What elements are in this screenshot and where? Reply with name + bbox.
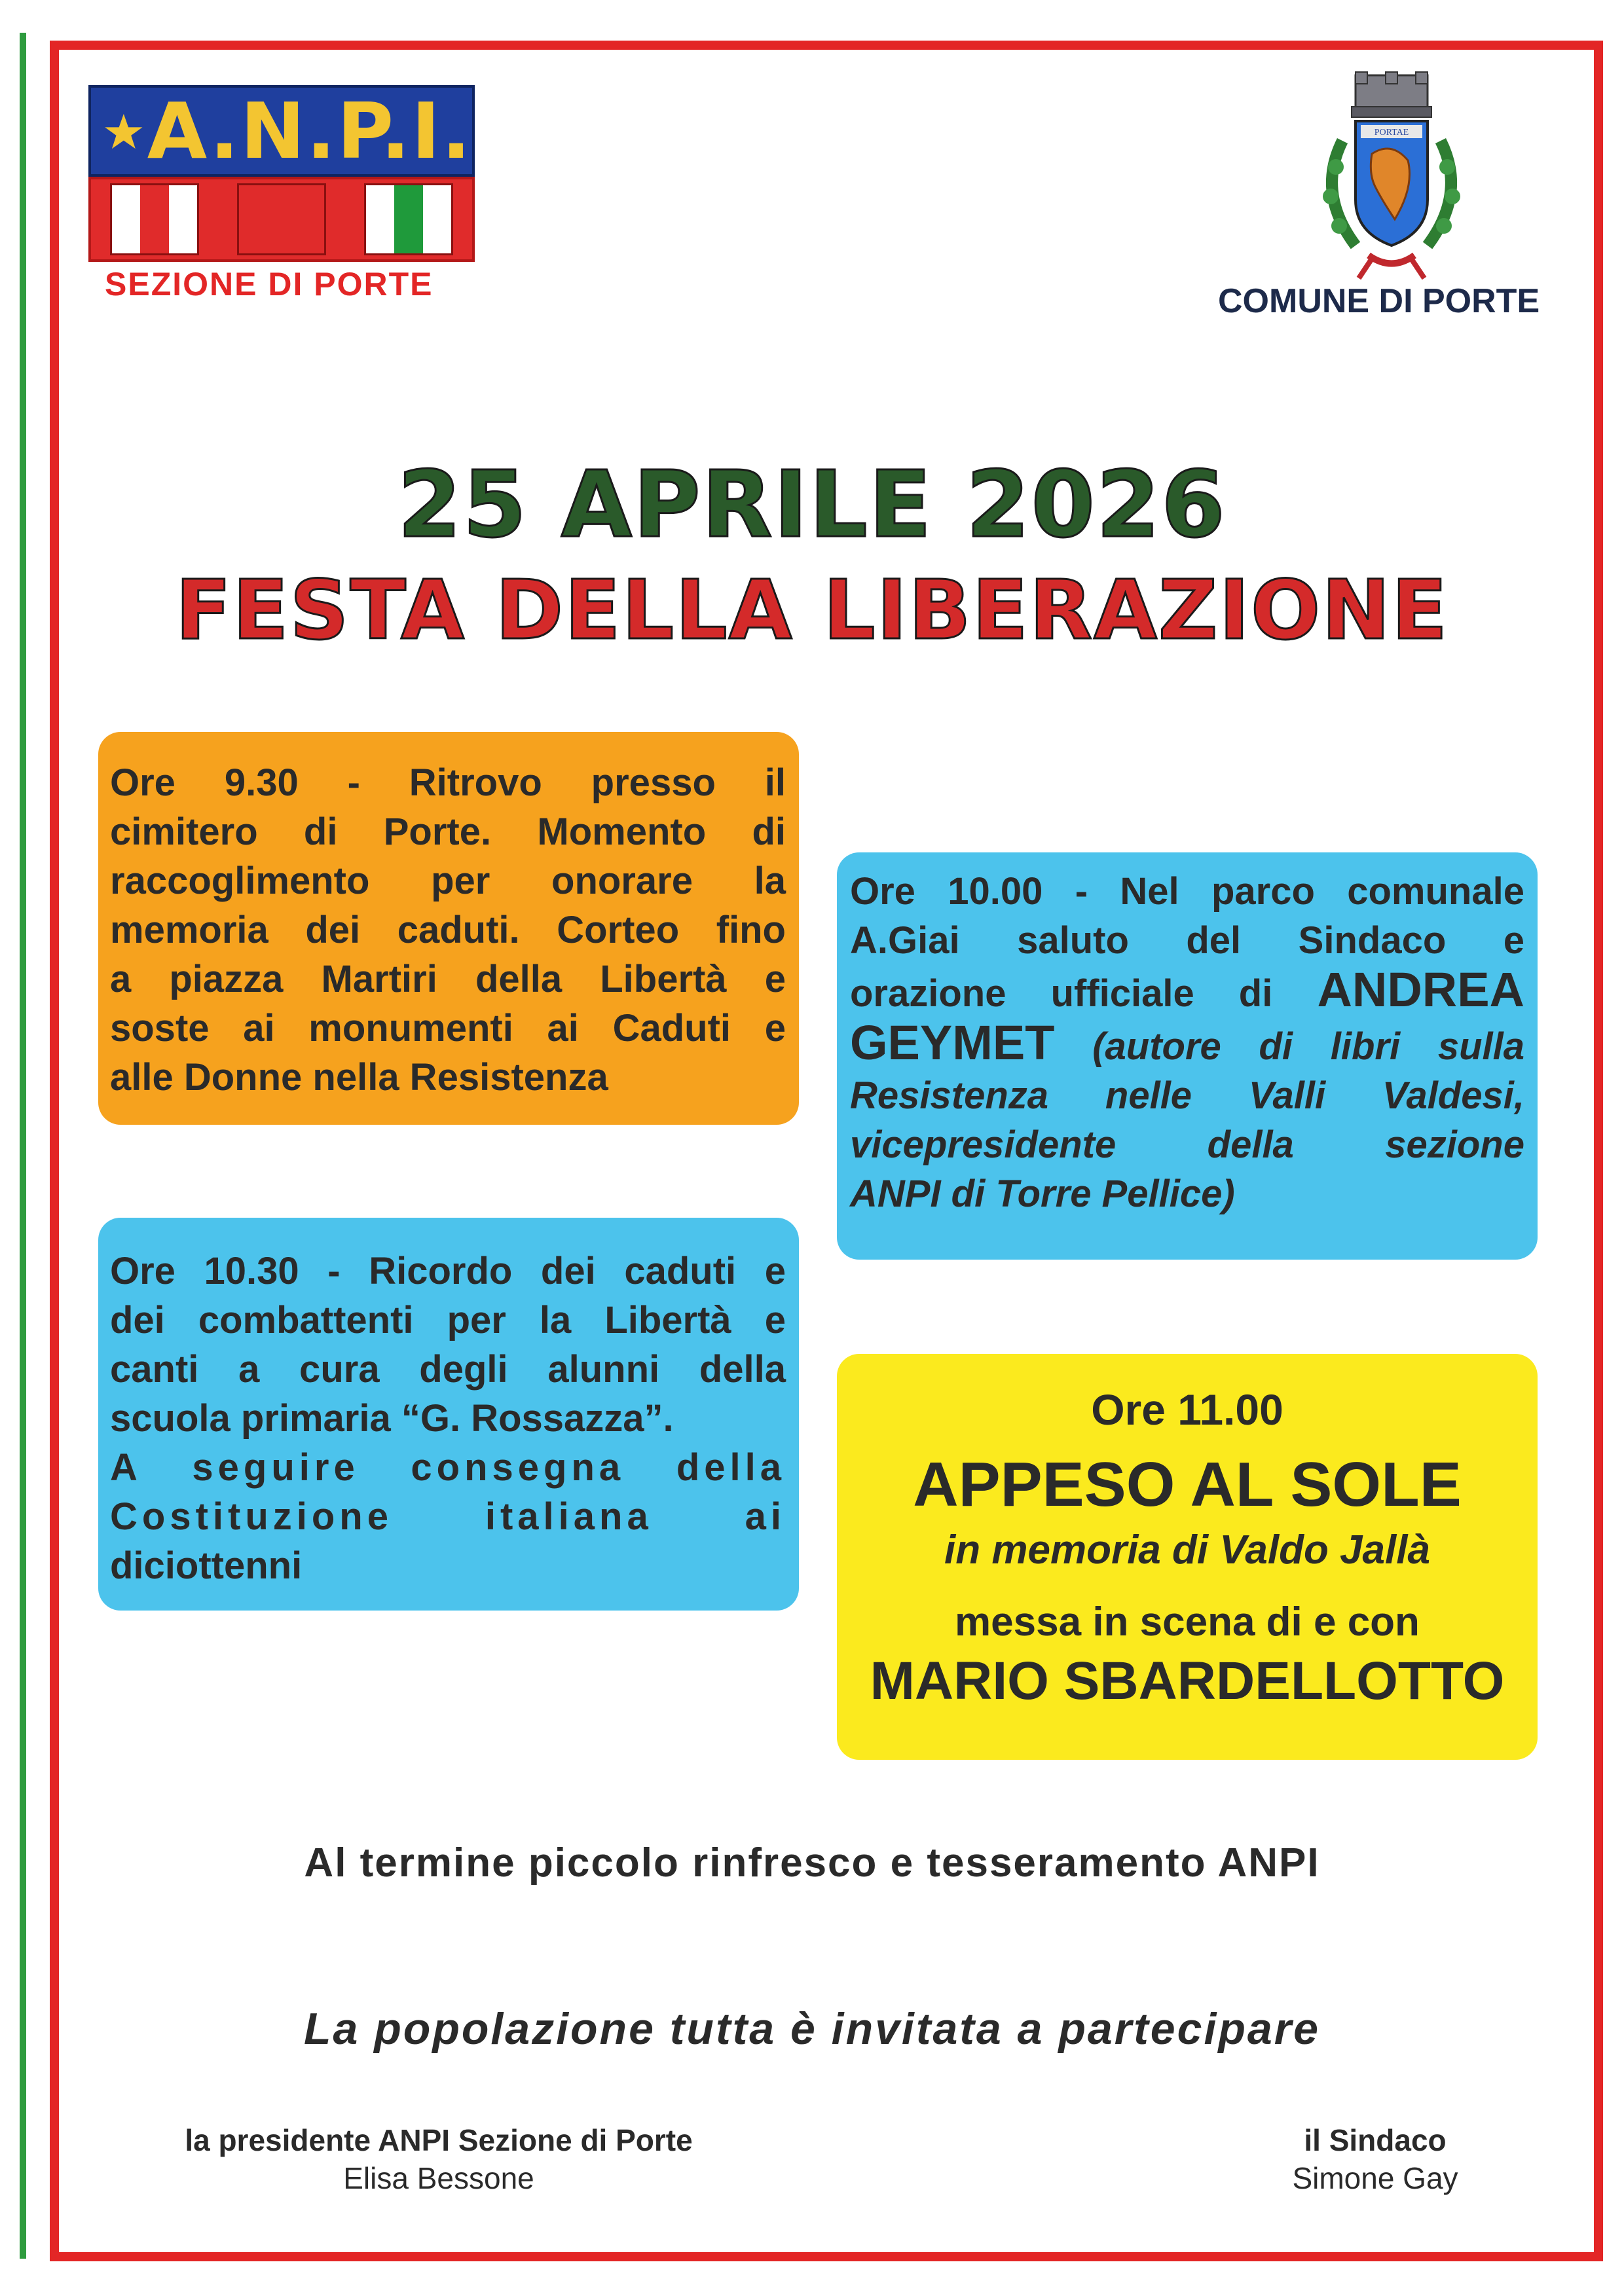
show-title: APPESO AL SOLE — [913, 1449, 1462, 1520]
program-line: memoria dei caduti. Corteo fino — [110, 909, 786, 951]
program-line: Ore 9.30 - Ritrovo presso il — [110, 761, 786, 804]
show-staging: messa in scena di e con — [955, 1599, 1420, 1645]
program-line: alle Donne nella Resistenza — [110, 1056, 608, 1099]
left-green-edge — [20, 33, 26, 2259]
star-icon — [104, 95, 143, 167]
program-line: A seguire consegna della — [110, 1446, 786, 1489]
svg-text:PORTAE: PORTAE — [1374, 128, 1409, 137]
signature-name: Simone Gay — [1292, 2161, 1458, 2195]
anpi-logo — [88, 85, 475, 262]
show-time: Ore 11.00 — [1091, 1385, 1283, 1434]
speaker-bio: vicepresidente della sezione — [850, 1123, 1524, 1166]
program-line: canti a cura degli alunni della — [110, 1348, 786, 1391]
event-date-title: 25 APRILE 2026 — [397, 452, 1227, 558]
program-line: raccoglimento per onorare la — [110, 860, 786, 902]
show-actor: MARIO SBARDELLOTTO — [870, 1651, 1505, 1711]
anpi-flags-strip — [88, 177, 475, 262]
italian-flag-icon — [364, 183, 453, 255]
signature-role: la presidente ANPI Sezione di Porte — [185, 2123, 693, 2157]
program-line: a piazza Martiri della Libertà e — [110, 958, 786, 1000]
red-panel-icon — [237, 183, 326, 255]
program-box-1000 — [837, 852, 1538, 1260]
program-line: dei combattenti per la Libertà e — [110, 1299, 786, 1341]
speaker-bio: Resistenza nelle Valli Valdesi, — [850, 1074, 1524, 1117]
program-line-speaker — [850, 1015, 1524, 1071]
program-line-speaker — [850, 962, 1524, 1018]
program-box-0930 — [98, 732, 799, 1125]
program-line: soste ai monumenti ai Caduti e — [110, 1007, 786, 1049]
signature-anpi-president — [157, 2121, 720, 2197]
speaker-bio: ANPI di Torre Pellice) — [850, 1173, 1235, 1215]
program-line: diciottenni — [110, 1544, 303, 1587]
event-name-title: FESTA DELLA LIBERAZIONE — [175, 563, 1449, 658]
signature-mayor — [1244, 2121, 1506, 2197]
program-line: A.Giai saluto del Sindaco e — [850, 919, 1524, 962]
program-box-1030 — [98, 1218, 799, 1611]
invitation-note: La popolazione tutta è invitata a partecipare — [304, 2004, 1320, 2054]
speaker-first-name: ANDREA — [1317, 962, 1524, 1017]
program-line: cimitero di Porte. Momento di — [110, 811, 786, 853]
show-dedication: in memoria di Valdo Jallà — [944, 1527, 1430, 1573]
speaker-bio: (autore di libri sulla — [1054, 1025, 1524, 1068]
refreshment-note: Al termine piccolo rinfresco e tesseramento ANPI — [304, 1840, 1320, 1886]
signature-role: il Sindaco — [1304, 2123, 1447, 2157]
italian-flag-icon — [110, 183, 199, 255]
program-line: scuola primaria “G. Rossazza”. — [110, 1397, 674, 1440]
program-line: Costituzione italiana ai — [110, 1495, 786, 1538]
program-text: orazione ufficiale di — [850, 972, 1318, 1015]
comune-coat-of-arms-icon — [1303, 69, 1480, 285]
program-line: Ore 10.30 - Ricordo dei caduti e — [110, 1250, 786, 1292]
program-line: Ore 10.00 - Nel parco comunale — [850, 870, 1524, 913]
speaker-last-name: GEYMET — [850, 1015, 1055, 1070]
anpi-logo-banner — [88, 85, 475, 177]
program-box-1100 — [837, 1354, 1538, 1760]
signature-name: Elisa Bessone — [343, 2161, 534, 2195]
anpi-section-label: SEZIONE DI PORTE — [105, 266, 434, 302]
comune-label: COMUNE DI PORTE — [1218, 282, 1540, 320]
anpi-logo-text: A.N.P.I. — [147, 86, 472, 176]
